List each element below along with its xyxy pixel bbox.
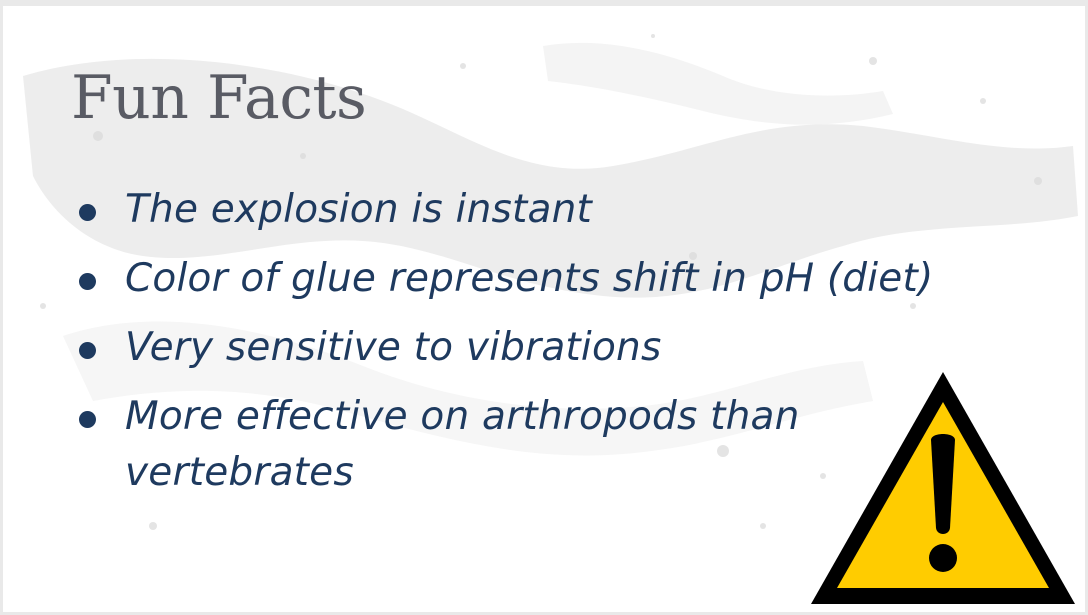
warning-triangle-icon — [807, 368, 1079, 608]
bullet-item — [73, 251, 1033, 307]
bullet-dot-icon — [79, 204, 96, 221]
bullet-text: More effective on arthropods than vertebrates — [125, 394, 800, 495]
bullet-text: Color of glue represents shift in pH (diet) — [125, 256, 934, 301]
slide-title: Fun Facts — [71, 63, 367, 133]
slide — [3, 6, 1085, 612]
bullet-dot-icon — [79, 273, 96, 290]
bullet-dot-icon — [79, 342, 96, 359]
bullet-text: The explosion is instant — [125, 187, 593, 232]
bullet-dot-icon — [79, 411, 96, 428]
bullet-text: Very sensitive to vibrations — [125, 325, 662, 370]
bullet-item — [73, 182, 1033, 238]
